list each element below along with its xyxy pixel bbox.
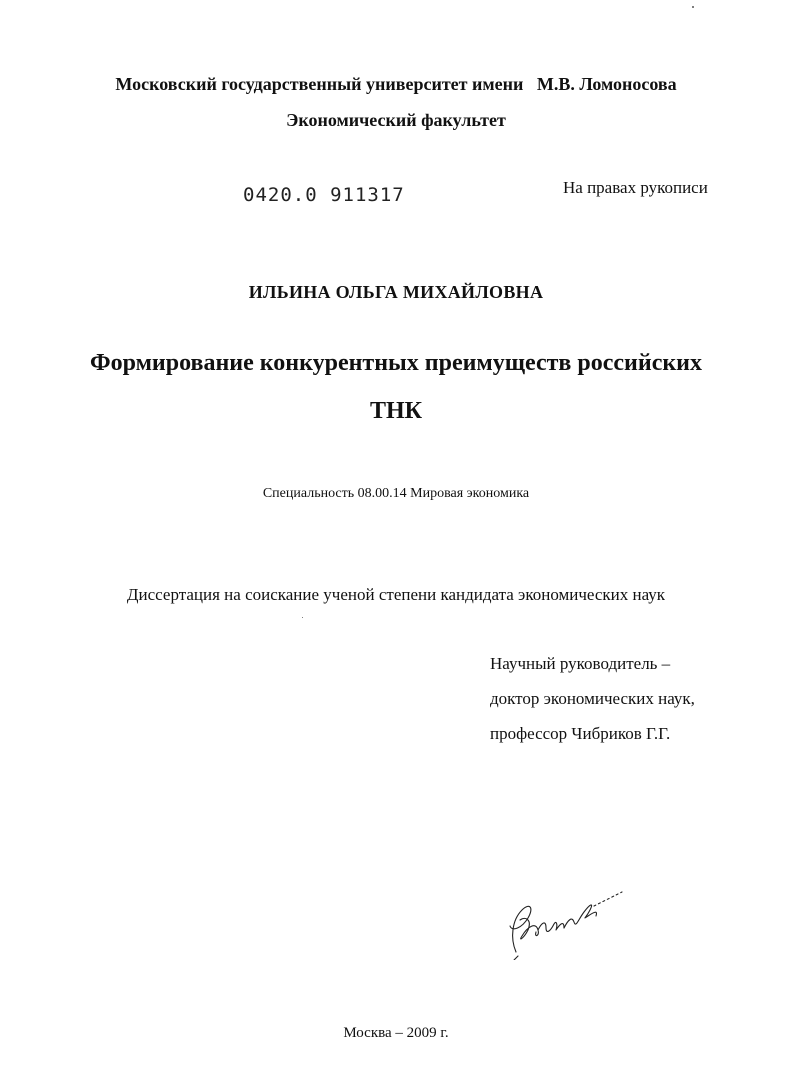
handwritten-signature xyxy=(498,880,628,960)
scan-speck xyxy=(692,6,694,8)
faculty-name: Экономический факультет xyxy=(286,110,506,130)
scan-speck xyxy=(302,617,303,618)
catalog-number: 0420.0 911317 xyxy=(243,184,405,206)
author-name: ИЛЬИНА ОЛЬГА МИХАЙЛОВНА xyxy=(248,282,544,302)
advisor-name: профессор Чибриков Г.Г. xyxy=(490,724,671,743)
dissertation-title-line-2: ТНК xyxy=(369,398,423,424)
university-name: Московский государственный университет имени М.В. Ломоносова xyxy=(115,74,677,94)
dissertation-title-line-1: Формирование конкурентных преимуществ российских xyxy=(89,350,703,376)
advisor-degree: доктор экономических наук, xyxy=(490,689,695,708)
degree-statement: Диссертация на соискание ученой степени кандидата экономических наук xyxy=(126,585,666,604)
specialty: Специальность 08.00.14 Мировая экономика xyxy=(262,486,530,501)
rights-note: На правах рукописи xyxy=(563,178,708,197)
advisor-role: Научный руководитель – xyxy=(490,654,671,673)
city-year: Москва – 2009 г. xyxy=(343,1025,449,1041)
